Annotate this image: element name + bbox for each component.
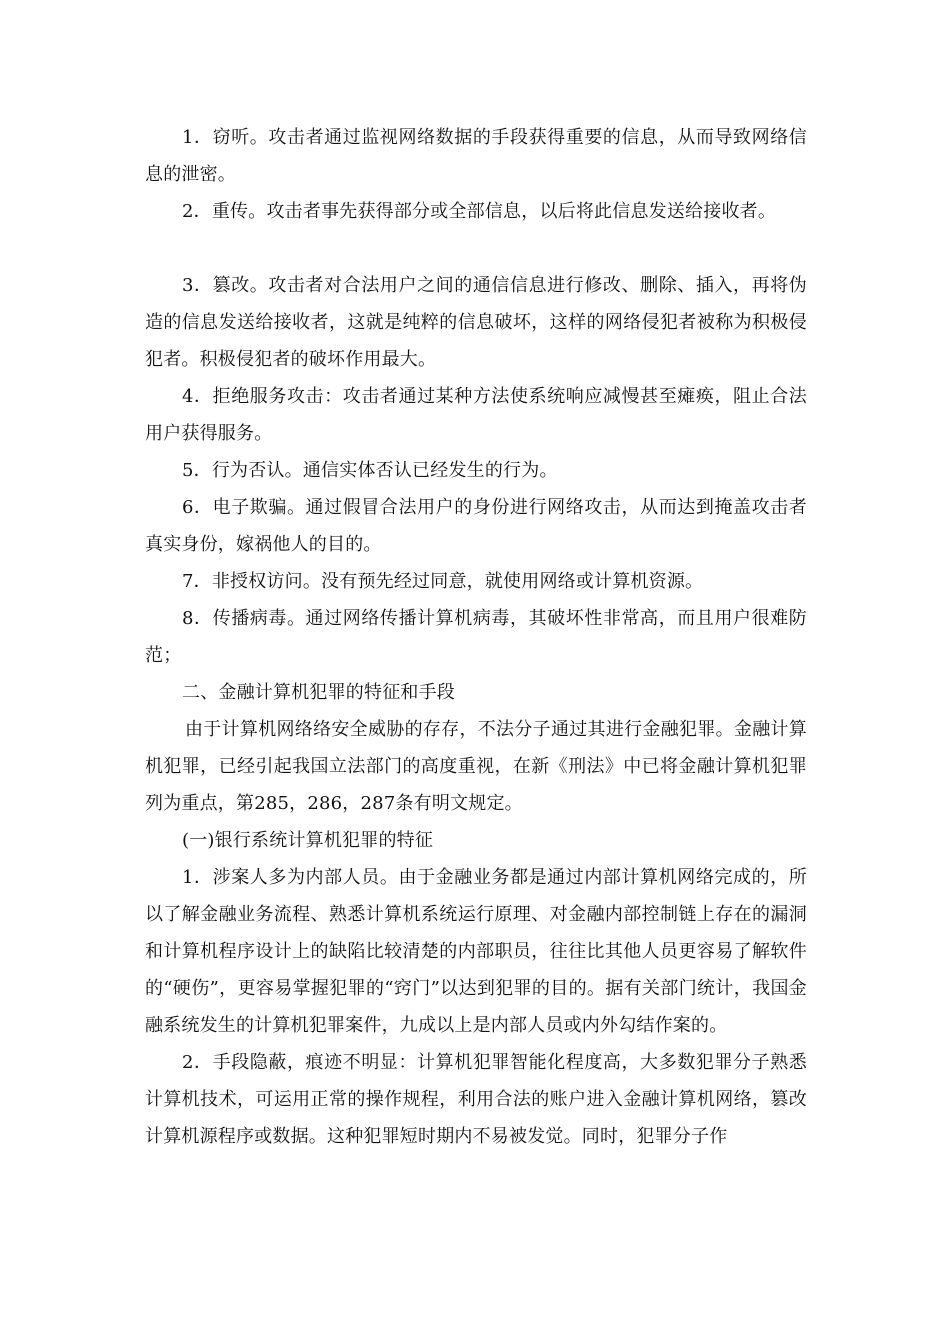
paragraph-tampering: 3．篡改。攻击者对合法用户之间的通信信息进行修改、删除、插入，再将伪造的信息发送给接收者，这就是纯粹的信息破坏，这样的网络侵犯者被称为积极侵犯者。积极侵犯者的破坏作用最大。 [145,275,807,370]
paragraph-unauthorized-access: 7．非授权访问。没有预先经过同意，就使用网络或计算机资源。 [182,571,704,592]
paragraph-concealed-methods: 2．手段隐蔽，痕迹不明显：计算机犯罪智能化程度高，大多数犯罪分子熟悉计算机技术，可运用正常的操作规程，利用合法的账户进入金融计算机网络，篡改计算机源程序或数据。这种犯罪短时期内不易被发觉。同时，犯罪分子作 [145,1052,807,1147]
paragraph-replay: 2．重传。攻击者事先获得部分或全部信息，以后将此信息发送给接收者。 [182,201,777,222]
document-body [145,119,807,1155]
paragraph-denial-of-service: 4．拒绝服务攻击：攻击者通过某种方法使系统响应减慢甚至瘫痪，阻止合法用户获得服务。 [145,386,807,444]
section-heading-financial-crime: 二、金融计算机犯罪的特征和手段 [182,682,455,703]
paragraph-insiders: 1．涉案人多为内部人员。由于金融业务都是通过内部计算机网络完成的，所以了解金融业务流程、熟悉计算机系统运行原理、对金融内部控制链上存在的漏洞和计算机程序设计上的缺陷比较清楚的内部职员，往往比其他人员更容易了解软件的“硬伤”，更容易掌握犯罪的“窍门”以达到犯罪的目的。据有关部门统计，我国金融系统发生的计算机犯罪案件，九成以上是内部人员或内外勾结作案的。 [145,867,807,1036]
paragraph-virus: 8．传播病毒。通过网络传播计算机病毒，其破坏性非常高，而且用户很难防范； [145,608,807,666]
paragraph-spoofing: 6．电子欺骗。通过假冒合法用户的身份进行网络攻击，从而达到掩盖攻击者真实身份，嫁祸他人的目的。 [145,497,807,555]
paragraph-eavesdropping: 1．窃听。攻击者通过监视网络数据的手段获得重要的信息，从而导致网络信息的泄密。 [145,127,807,185]
paragraph-repudiation: 5．行为否认。通信实体否认已经发生的行为。 [182,460,558,481]
subsection-heading-bank-crime: (一)银行系统计算机犯罪的特征 [182,830,434,851]
paragraph-financial-crime-intro: 由于计算机网络络安全威胁的存存，不法分子通过其进行金融犯罪。金融计算机犯罪，已经引起我国立法部门的高度重视，在新《刑法》中已将金融计算机犯罪列为重点，第285，286，287条有明文规定。 [145,719,807,814]
